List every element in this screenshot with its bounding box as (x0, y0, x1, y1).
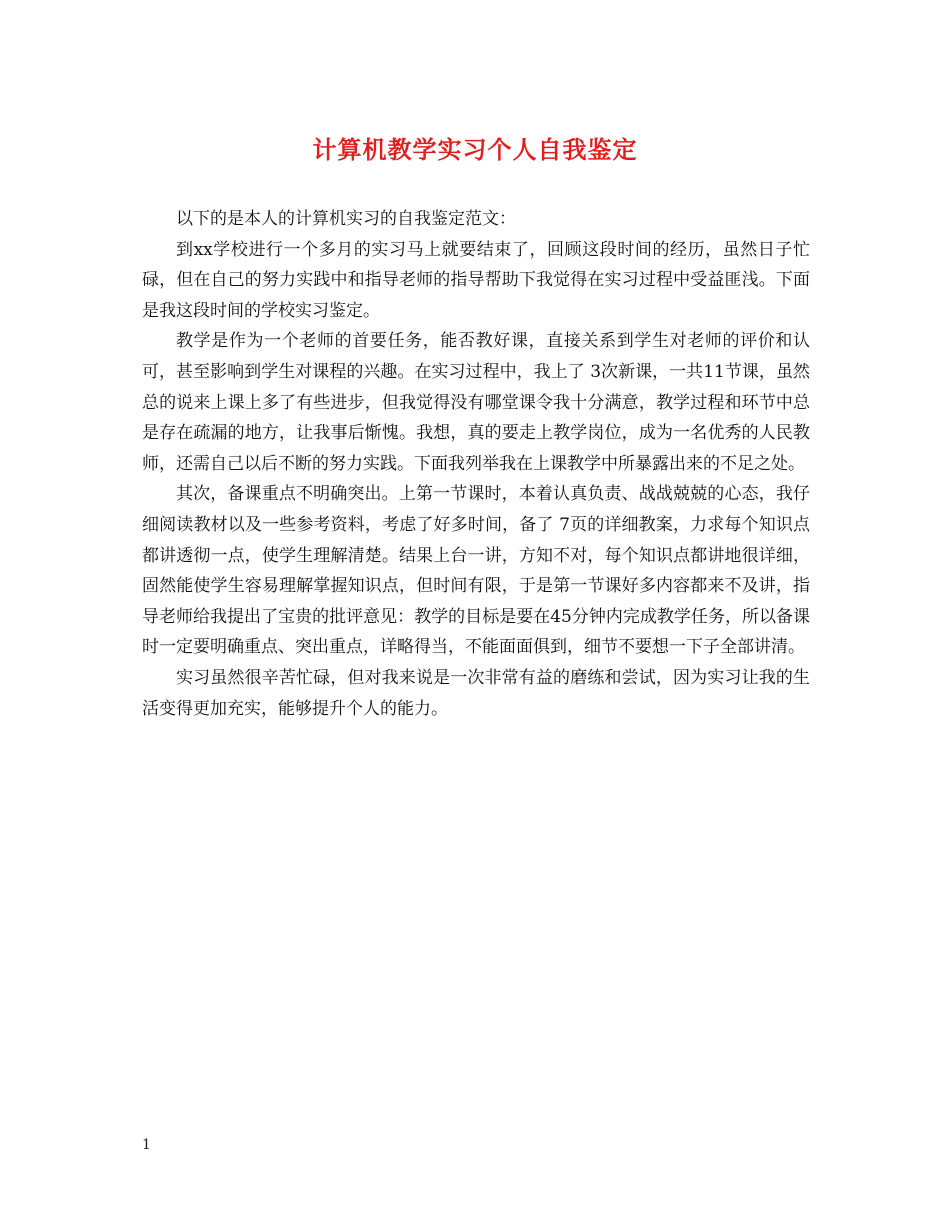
paragraph-overview: 到xx学校进行一个多月的实习马上就要结束了，回顾这段时间的经历，虽然日子忙碌，但在自己的努力实践中和指导老师的指导帮助下我觉得在实习过程中受益匪浅。下面是我这段时间的学校实习鉴定。 (142, 239, 810, 321)
paragraph-teaching: 教学是作为一个老师的首要任务，能否教好课，直接关系到学生对老师的评价和认可，甚至影响到学生对课程的兴趣。在实习过程中，我上了 3次新课，一共11节课，虽然总的说来上课上多了有些进步，但我觉得没有哪堂课令我十分满意，教学过程和环节中总是存在疏漏的地方，让我事后惭愧。我想，真的要走上教学岗位，成为一名优秀的人民教师，还需自己以后不断的努力实践。下面我列举我在上课教学中所暴露出来的不足之处。 (142, 331, 810, 474)
page-number: 1 (142, 1137, 151, 1153)
document-title: 计算机教学实习个人自我鉴定 (312, 135, 638, 164)
paragraph-intro: 以下的是本人的计算机实习的自我鉴定范文： (176, 209, 516, 229)
paragraph-conclusion: 实习虽然很辛苦忙碌，但对我来说是一次非常有益的磨练和尝试，因为实习让我的生活变得更加充实，能够提升个人的能力。 (142, 667, 810, 719)
paragraph-preparation: 其次，备课重点不明确突出。上第一节课时，本着认真负责、战战兢兢的心态，我仔细阅读教材以及一些参考资料，考虑了好多时间，备了 7页的详细教案，力求每个知识点都讲透彻一点，使学生理解清楚。结果上台一讲，方知不对，每个知识点都讲地很详细，固然能使学生容易理解掌握知识点，但时间有限，于是第一节课好多内容都来不及讲，指导老师给我提出了宝贵的批评意见：教学的目标是要在45分钟内完成教学任务，所以备课时一定要明确重点、突出重点，详略得当，不能面面俱到，细节不要想一下子全部讲清。 (142, 484, 810, 658)
document-body (142, 204, 810, 724)
